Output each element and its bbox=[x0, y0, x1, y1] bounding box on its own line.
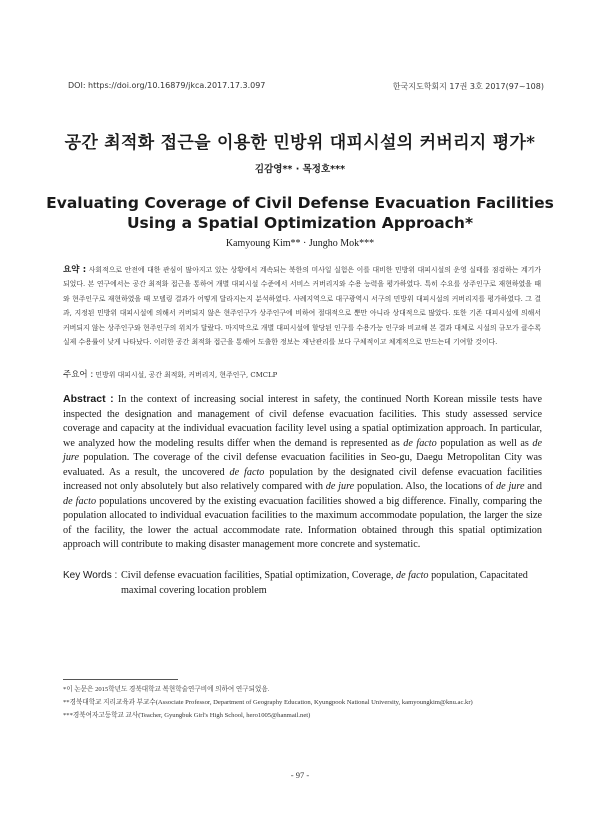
english-abstract-text-2: population as well as bbox=[440, 437, 529, 449]
term-de-facto: de facto bbox=[403, 437, 437, 449]
english-abstract-label: Abstract : bbox=[63, 393, 114, 405]
footnote-author1: **경북대학교 지리교육과 부교수(Associate Professor, Department of Geography Education, Kyungpook National University, kamyoungkim@knu.ac.kr) bbox=[63, 699, 473, 706]
english-abstract-and: and bbox=[527, 481, 543, 492]
page-number: - 97 - bbox=[290, 770, 310, 780]
english-keywords-text bbox=[121, 569, 542, 598]
english-title-line2: Using a Spatial Optimization Approach* bbox=[126, 214, 474, 232]
footnote-divider bbox=[63, 679, 178, 680]
term-de-facto: de facto bbox=[63, 495, 97, 507]
term-de-facto: de facto bbox=[229, 466, 265, 478]
english-keywords bbox=[63, 569, 542, 598]
footnotes bbox=[63, 684, 541, 723]
english-keywords-part2: population, Capacitated maximal covering location problem bbox=[121, 570, 528, 596]
korean-authors: 김감영** · 목정호*** bbox=[254, 164, 346, 175]
korean-abstract-text: 사회적으로 안전에 대한 관심이 많아지고 있는 상황에서 계속되는 북한의 미사일 실험은 이를 대비한 민방위 대피시설의 운영 실태를 점검하는 계기가 되었다. 본 연구에서는 공간 최적화 접근을 통하여 개별 대피시설 수준에서 서비스 커버리지와 수용 능력을 평가하였다. 특히 수요를 상주인구로 재현하였을 때와 현주인구로 재현하였을 때 모델링 결과가 어떻게 달라지는지 분석하였다. 사례지역으로 대구광역시 서구의 민방위 대피시설의 커버리지를 평가하였다. 그 결과, 지정된 민방위 대피시설에 의해서 커버되지 않은 현주인구가 상주인구에 비하여 절대적으로 뿐만 아니라 상대적으로 많았다. 또한 기존 대피시설에 의해서 커버되지 않는 상주인구와 현주인구의 위치가 달랐다. 마지막으로 개별 대피시설에 할당된 인구를 수용가능 인구와 비교해 본 결과 대체로 시설의 규모가 클수록 실제 수용률이 낮게 나타났다. 이러한 공간 최적화 접근을 통해여 도출한 정보는 재난관리를 보다 구체적이고 체계적으로 만드는데 기여할 것이다. bbox=[63, 266, 541, 347]
footnote-funding: *이 논문은 2015학년도 경북대학교 복현학술연구비에 의하여 연구되었음. bbox=[63, 686, 270, 693]
english-abstract-text-3: population. The coverage of the civil defense evacuation facilities in Seo-gu, Daegu Metropolitan City was evaluated. As a result, the uncovered bbox=[63, 452, 542, 478]
english-authors: Kamyoung Kim** · Jungho Mok*** bbox=[225, 238, 375, 249]
english-abstract-text-4: population by the designated civil defense evacuation facilities increased not only absolutely but also relatively compared with bbox=[63, 466, 543, 492]
english-keywords-part1: Civil defense evacuation facilities, Spatial optimization, Coverage, bbox=[121, 570, 394, 581]
korean-keywords-text: 민방위 대피시설, 공간 최적화, 커버리지, 현주인구, CMCLP bbox=[95, 371, 278, 379]
english-title-line1: Evaluating Coverage of Civil Defense Evacuation Facilities bbox=[46, 194, 554, 212]
term-de-jure: de jure bbox=[63, 437, 543, 463]
doi-link[interactable]: DOI: https://doi.org/10.16879/jkca.2017.17.3.097 bbox=[68, 81, 266, 90]
journal-citation: 한국지도학회지 17권 3호 2017(97~108) bbox=[392, 82, 544, 91]
english-abstract-text-5: population. Also, the locations of bbox=[357, 481, 494, 492]
korean-keywords-label: 주요어 : bbox=[63, 370, 94, 380]
footnote-author2: ***경북여자고등학교 교사(Teacher, Gyungbuk Girl's High School, hero1005@hanmail.net) bbox=[63, 712, 311, 719]
term-de-jure: de jure bbox=[325, 481, 355, 492]
korean-abstract-label: 요약 : bbox=[63, 265, 87, 275]
english-abstract-text-1: In the context of increasing social interest in safety, the continued North Korean missile tests have inspected the designation and management of civil defense evacuation facilities. This study assessed service coverage and capacity at the individual evacuation facility level using a spatial optimization approach. In particular, we analyzed how the modeling results differ when the demand is represented as bbox=[63, 394, 543, 449]
term-de-facto: de facto bbox=[395, 570, 429, 581]
english-title bbox=[0, 193, 600, 233]
korean-keywords bbox=[63, 368, 541, 380]
english-abstract bbox=[63, 392, 542, 553]
english-abstract-text-6: populations uncovered by the existing evacuation facilities showed a big difference. Finally, comparing the population allocated to individual evacuation facilities to the maximum accommodate population, the larger the size of the facility, the lower the actual accommodate rate. Information obtained through this spatial optimization approach will contribute to making disaster management more concrete and systematic. bbox=[63, 495, 542, 550]
english-keywords-label: Key Words : bbox=[63, 570, 118, 581]
korean-abstract bbox=[63, 263, 541, 349]
korean-title: 공간 최적화 접근을 이용한 민방위 대피시설의 커버리지 평가* bbox=[64, 133, 536, 153]
term-de-jure: de jure bbox=[496, 481, 525, 492]
